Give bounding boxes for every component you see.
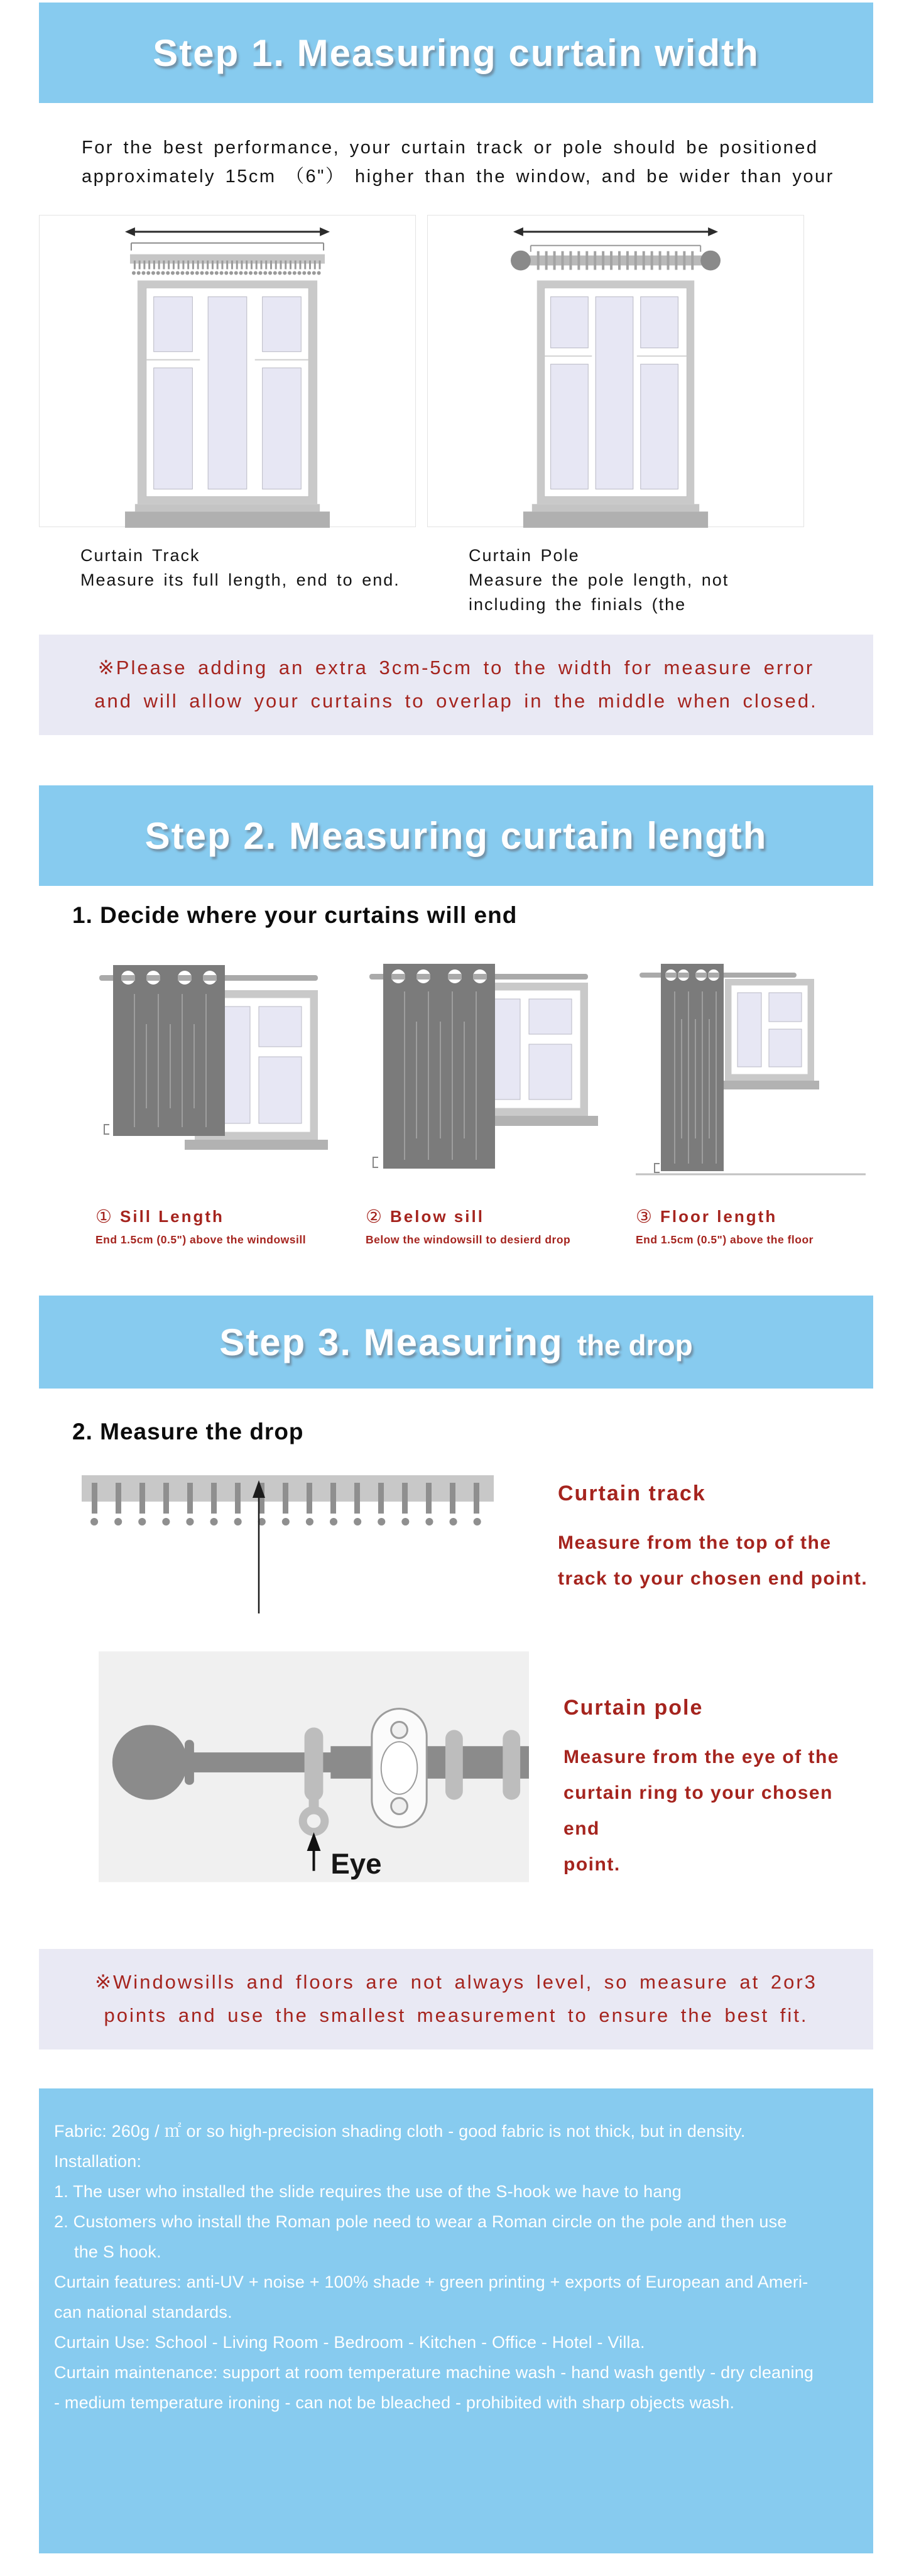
window-with-track-drawing bbox=[119, 219, 335, 532]
option-title: Below sill bbox=[390, 1207, 484, 1226]
measure-bracket bbox=[131, 243, 324, 251]
window-frame bbox=[725, 979, 814, 1081]
floor-length-option bbox=[636, 950, 868, 1247]
step2-banner bbox=[39, 785, 873, 886]
track-caption-title: Curtain Track bbox=[80, 546, 200, 565]
curtain-pole-drawing bbox=[99, 1651, 529, 1883]
sill-length-desc: End 1.5cm (0.5") above the windowsill bbox=[95, 1233, 307, 1246]
pole-caption bbox=[427, 543, 804, 617]
curtain-panel bbox=[661, 964, 724, 1171]
windowsill bbox=[523, 504, 708, 528]
footer-line: - medium temperature ironing - can not be bleached - prohibited with sharp objects wash. bbox=[54, 2393, 735, 2412]
step1-intro-text bbox=[82, 133, 873, 191]
footer-line: 1. The user who installed the slide requires the use of the S-hook we have to hang bbox=[54, 2182, 682, 2201]
measure-tick bbox=[373, 1157, 378, 1167]
step2-heading: 1. Decide where your curtains will end bbox=[72, 902, 518, 928]
footer-line: Curtain Use: School - Living Room - Bedroom - Kitchen - Office - Hotel - Villa. bbox=[54, 2333, 645, 2352]
pole-instructions bbox=[563, 1696, 873, 1883]
option-number: ② bbox=[366, 1207, 384, 1227]
pole-title: Curtain pole bbox=[563, 1696, 704, 1720]
pole-desc-line: curtain ring to your chosen end bbox=[563, 1782, 833, 1839]
below-sill-drawing bbox=[366, 950, 598, 1195]
step3-banner bbox=[39, 1296, 873, 1389]
step3-banner-main: Step 3. Measuring bbox=[219, 1321, 563, 1363]
step2-banner-title: Step 2. Measuring curtain length bbox=[144, 814, 768, 857]
window-with-pole-drawing bbox=[508, 219, 724, 532]
measure-tick bbox=[104, 1125, 109, 1134]
notice-line: points and use the smallest measurement to ensure the best fit. bbox=[104, 2004, 808, 2026]
sill-length-label bbox=[95, 1206, 328, 1228]
track-desc-line: track to your chosen end point. bbox=[558, 1568, 868, 1589]
curtain-panel bbox=[383, 964, 495, 1169]
step1-captions bbox=[39, 543, 873, 617]
intro-line: For the best performance, your curtain track or pole should be positioned bbox=[82, 138, 819, 158]
pole-caption-line: including the finials (the bbox=[469, 595, 687, 614]
pole-desc-line: Measure from the eye of the bbox=[563, 1747, 839, 1767]
pole-caption-line: Measure the pole length, not bbox=[469, 570, 729, 589]
measure-tick bbox=[655, 1164, 660, 1172]
pole-bracket bbox=[372, 1709, 427, 1828]
curtain-track-strip bbox=[130, 254, 325, 273]
track-instructions bbox=[558, 1470, 868, 1618]
sill-length-drawing bbox=[95, 950, 328, 1195]
footer-line: can national standards. bbox=[54, 2303, 232, 2322]
finial-right bbox=[700, 251, 721, 271]
track-caption bbox=[39, 543, 416, 617]
step3-heading: 2. Measure the drop bbox=[72, 1419, 304, 1444]
curtain-length-options bbox=[95, 950, 873, 1247]
footer-line: Fabric: 260g / ㎡ or so high-precision shading cloth - good fabric is not thick, but in density. bbox=[54, 2122, 746, 2141]
width-arrow-icon bbox=[125, 227, 330, 236]
curtain-panel bbox=[113, 965, 225, 1136]
width-arrow-icon bbox=[513, 227, 718, 236]
option-number: ③ bbox=[636, 1207, 654, 1227]
curtain-pole-window-figure bbox=[427, 215, 804, 527]
finial-left bbox=[511, 251, 531, 271]
below-sill-desc: Below the windowsill to desierd drop bbox=[366, 1233, 571, 1246]
curtain-track-drawing bbox=[82, 1470, 521, 1618]
intro-line: approximately 15cm （6"） higher than the window, and be wider than your bbox=[82, 166, 834, 187]
windowsill bbox=[720, 1081, 819, 1089]
notice-line: and will allow your curtains to overlap in the middle when closed. bbox=[94, 690, 818, 712]
below-sill-option bbox=[366, 950, 598, 1247]
product-info-footer bbox=[39, 2088, 873, 2553]
below-sill-label bbox=[366, 1206, 598, 1228]
window-frame bbox=[537, 280, 694, 504]
drop-pole-section bbox=[99, 1651, 873, 1883]
footer-line: the S hook. bbox=[74, 2242, 161, 2261]
pole-caption-title: Curtain Pole bbox=[469, 546, 580, 565]
curtain-track-strip bbox=[82, 1475, 494, 1522]
option-title: Sill Length bbox=[120, 1207, 224, 1226]
step1-banner bbox=[39, 3, 873, 103]
window-frame bbox=[138, 280, 317, 504]
step3-banner-title bbox=[219, 1321, 692, 1364]
pole-desc bbox=[563, 1739, 873, 1882]
footer-line: Curtain features: anti-UV + noise + 100% shade + green printing + exports of European and Ameri- bbox=[54, 2273, 808, 2291]
track-caption-line: Measure its full length, end to end. bbox=[80, 570, 400, 589]
curtain-track-window-figure bbox=[39, 215, 416, 527]
track-desc-line: Measure from the top of the bbox=[558, 1532, 832, 1553]
step1-banner-title: Step 1. Measuring curtain width bbox=[153, 31, 759, 74]
step3-banner-sub: the drop bbox=[577, 1328, 693, 1362]
width-measure-notice bbox=[39, 635, 873, 735]
notice-line: ※Windowsills and floors are not always level, so measure at 2or3 bbox=[95, 1971, 817, 1993]
floor-length-drawing bbox=[636, 950, 868, 1195]
infographic-page bbox=[39, 3, 873, 2553]
measure-bracket bbox=[531, 246, 700, 252]
pole-desc-line: point. bbox=[563, 1854, 621, 1875]
floor-length-label bbox=[636, 1206, 868, 1228]
level-measure-notice bbox=[39, 1949, 873, 2049]
footer-line: Curtain maintenance: support at room temperature machine wash - hand wash gently - dry cleaning bbox=[54, 2363, 814, 2382]
windowsill bbox=[125, 504, 330, 528]
track-title: Curtain track bbox=[558, 1482, 706, 1505]
curtain-pole-with-rings bbox=[511, 251, 721, 271]
windowsill bbox=[185, 1140, 328, 1150]
drop-track-section bbox=[82, 1470, 873, 1618]
finial-ball bbox=[112, 1725, 187, 1799]
step1-diagram-row bbox=[39, 215, 873, 527]
floor-length-desc: End 1.5cm (0.5") above the floor bbox=[636, 1233, 814, 1246]
footer-line: Installation: bbox=[54, 2152, 142, 2171]
option-number: ① bbox=[95, 1207, 114, 1227]
notice-line: ※Please adding an extra 3cm-5cm to the width for measure error bbox=[97, 657, 815, 679]
track-desc bbox=[558, 1525, 868, 1596]
sill-length-option bbox=[95, 950, 328, 1247]
option-title: Floor length bbox=[660, 1207, 778, 1226]
eye-label: Eye bbox=[330, 1847, 382, 1880]
footer-line: 2. Customers who install the Roman pole need to wear a Roman circle on the pole and then use bbox=[54, 2212, 787, 2231]
